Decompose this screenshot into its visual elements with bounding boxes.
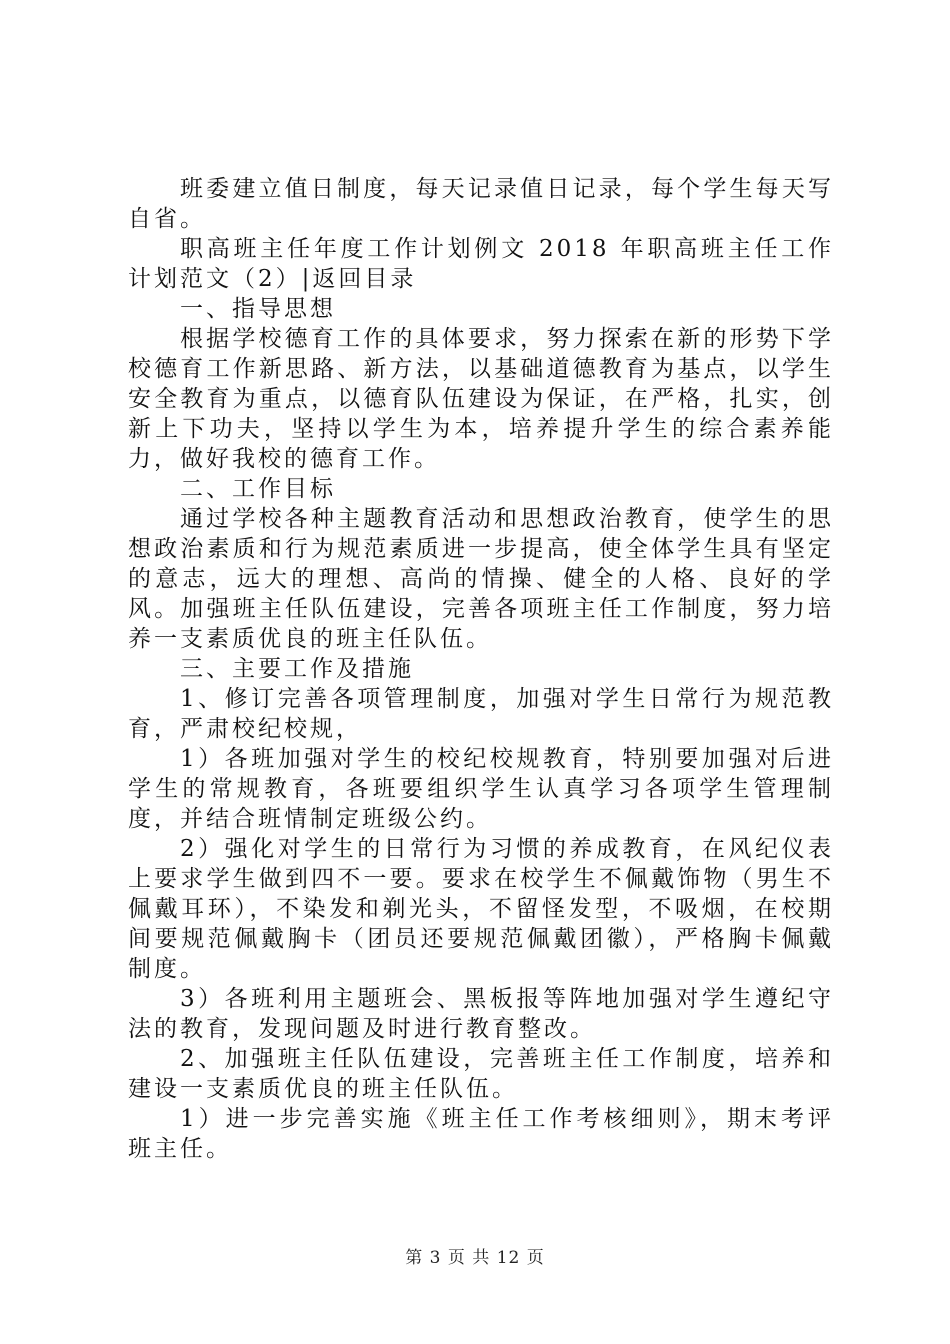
paragraph-measure-2-1: 1）进一步完善实施《班主任工作考核细则》，期末考评班主任。 (128, 1106, 834, 1162)
document-body (128, 174, 834, 1164)
heading-main-work-measures: 三、主要工作及措施 (180, 656, 414, 682)
paragraph-duty-system: 班委建立值日制度，每天记录值日记录，每个学生每天写自省。 (128, 176, 834, 232)
heading-work-goals: 二、工作目标 (180, 476, 336, 502)
paragraph-guiding-ideology: 根据学校德育工作的具体要求，努力探索在新的形势下学校德育工作新思路、新方法，以基础道德教育为基点，以学生安全教育为重点，以德育队伍建设为保证，在严格，扎实，创新上下功夫，坚持以学生为本，培养提升学生的综合素养能力，做好我校的德育工作。 (128, 326, 834, 472)
paragraph-measure-1-3: 3）各班利用主题班会、黑板报等阵地加强对学生遵纪守法的教育，发现问题及时进行教育整改。 (128, 986, 834, 1042)
paragraph-measure-1-1: 1）各班加强对学生的校纪校规教育，特别要加强对后进学生的常规教育，各班要组织学生认真学习各项学生管理制度，并结合班情制定班级公约。 (128, 746, 834, 832)
paragraph-measure-1-2: 2）强化对学生的日常行为习惯的养成教育，在风纪仪表上要求学生做到四不一要。要求在校学生不佩戴饰物（男生不佩戴耳环），不染发和剃光头，不留怪发型，不吸烟，在校期间要规范佩戴胸卡（团员还要规范佩戴团徽），严格胸卡佩戴制度。 (128, 836, 834, 982)
paragraph-measure-2: 2、加强班主任队伍建设，完善班主任工作制度，培养和建设一支素质优良的班主任队伍。 (128, 1046, 834, 1102)
paragraph-section-title-link: 职高班主任年度工作计划例文 2018 年职高班主任工作计划范文（2）|返回目录 (128, 236, 834, 292)
page-number-footer: 第 3 页 共 12 页 (405, 1248, 545, 1268)
paragraph-work-goals: 通过学校各种主题教育活动和思想政治教育，使学生的思想政治素质和行为规范素质进一步提高，使全体学生具有坚定的意志，远大的理想、高尚的情操、健全的人格、良好的学风。加强班主任队伍建设，完善各项班主任工作制度，努力培养一支素质优良的班主任队伍。 (128, 506, 834, 652)
paragraph-measure-1: 1、修订完善各项管理制度，加强对学生日常行为规范教育，严肃校纪校规， (128, 686, 834, 742)
heading-guiding-ideology: 一、指导思想 (180, 296, 336, 322)
